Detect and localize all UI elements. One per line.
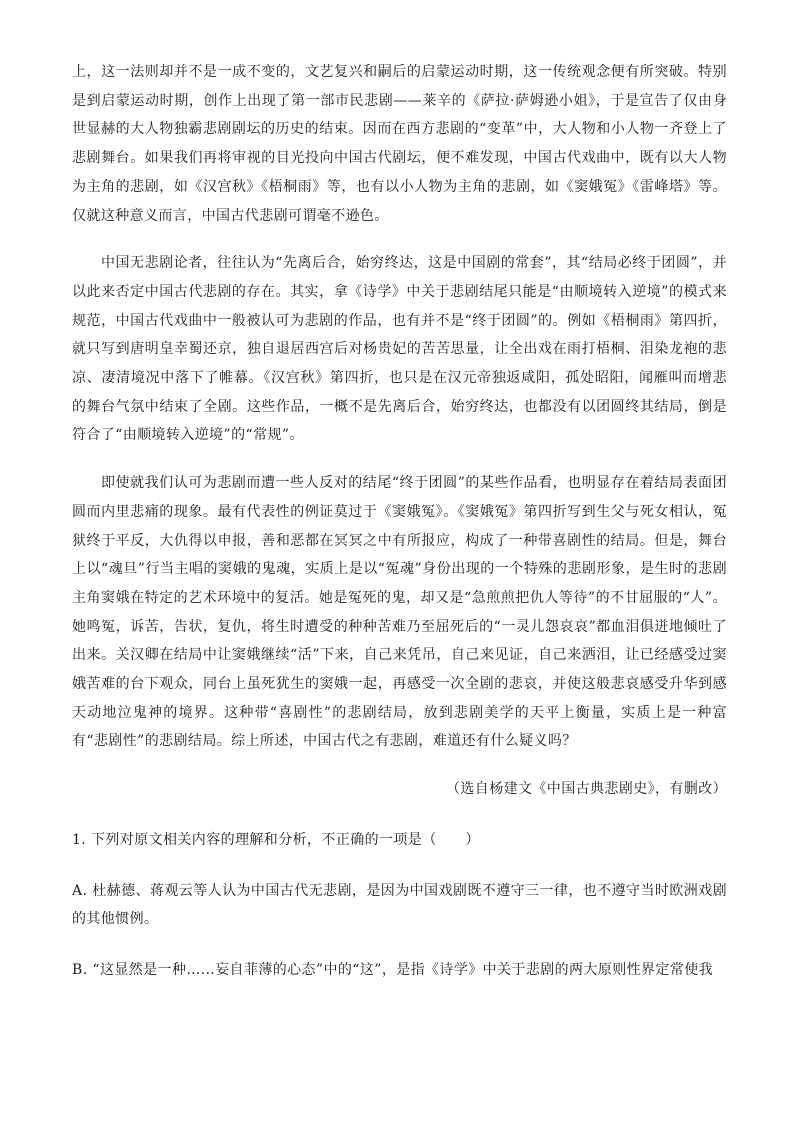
question-1: 1. 下列对原文相关内容的理解和分析，不正确的一项是（ ） bbox=[72, 831, 480, 848]
source-citation: （选自杨建文《中国古典悲剧史》，有删改） bbox=[446, 781, 727, 798]
paragraph-2: 中国无悲剧论者，往往认为“先离后合，始穷终达，这是中国剧的常套”，其“结局必终于团圆”，并以此来否定中国古代悲剧的存在。其实，拿《诗学》中关于悲剧结尾只能是“由顺境转入逆境”的模式来规范，中国古代戏曲中一般被认可为悲剧的作品，也有并不是“终于团圆”的。例如《梧桐雨》第四折，就只写到唐明皇幸蜀还京，独自退居西宫后对杨贵妃的苦苦思量，让全出戏在雨打梧桐、泪染龙袍的悲凉、凄清境况中落下了帷幕。《汉宫秋》第四折，也只是在汉元帝独返咸阳，孤处昭阳，闻雁叫而增悲的舞台气氛中结束了全剧。这些作品，一概不是先离后合，始穷终达，也都没有以团圆终其结局，倒是符合了“由顺境转入逆境”的“常规”。 bbox=[72, 255, 727, 444]
option-a: A. 杜赫德、蒋观云等人认为中国古代无悲剧，是因为中国戏剧既不遵守三一律，也不遵守当时欧洲戏剧的其他惯例。 bbox=[72, 882, 727, 928]
paragraph-3: 即使就我们认可为悲剧而遭一些人反对的结尾“终于团圆”的某些作品看，也明显存在着结局表面团圆而内里悲痛的现象。最有代表性的例证莫过于《窦娥冤》。《窦娥冤》第四折写到生父与死女相认，冤狱终于平反，大仇得以申报，善和恶都在冥冥之中有所报应，构成了一种带喜剧性的结局。但是，舞台上以“魂旦”行当主唱的窦娥的鬼魂，实质上是以“冤魂”身份出现的一个特殊的悲剧形象，是生时的悲剧主角窦娥在特定的艺术环境中的复活。她是冤死的鬼，却又是“急煎煎把仇人等待”的不甘屈服的“人”。她鸣冤，诉苦，告状，复仇，将生时遭受的种种苦难乃至屈死后的“一灵儿怨哀哀”都血泪俱迸地倾吐了出来。关汉卿在结局中让窦娥继续“活”下来，自己来凭吊，自己来见证，自己来洒泪，让已经感受过窦娥苦难的台下观众，同台上虽死犹生的窦娥一起，再感受一次全剧的悲哀，并使这般悲哀感受升华到感天动地泣鬼神的境界。这种带“喜剧性”的悲剧结局，放到悲剧美学的天平上衡量，实质上是一种富有“悲剧性”的悲剧结局。综上所述，中国古代之有悲剧，难道还有什么疑义吗？ bbox=[72, 475, 727, 750]
option-b: B. “这显然是一种……妄自菲薄的心态”中的“这”，是指《诗学》中关于悲剧的两大原则性界定常使我 bbox=[72, 961, 714, 978]
document-page bbox=[72, 58, 727, 1007]
paragraph-1: 上，这一法则却并不是一成不变的，文艺复兴和嗣后的启蒙运动时期，这一传统观念便有所突破。特别是到启蒙运动时期，创作上出现了第一部市民悲剧——莱辛的《萨拉·萨姆逊小姐》，于是宣告了仅由身世显赫的大人物独霸悲剧剧坛的历史的结束。因而在西方悲剧的“变革”中，大人物和小人物一齐登上了悲剧舞台。如果我们再将审视的目光投向中国古代剧坛，便不难发现，中国古代戏曲中，既有以大人物为主角的悲剧，如《汉宫秋》《梧桐雨》等，也有以小人物为主角的悲剧，如《窦娥冤》《雷峰塔》等。仅就这种意义而言，中国古代悲剧可谓毫不逊色。 bbox=[72, 64, 727, 224]
